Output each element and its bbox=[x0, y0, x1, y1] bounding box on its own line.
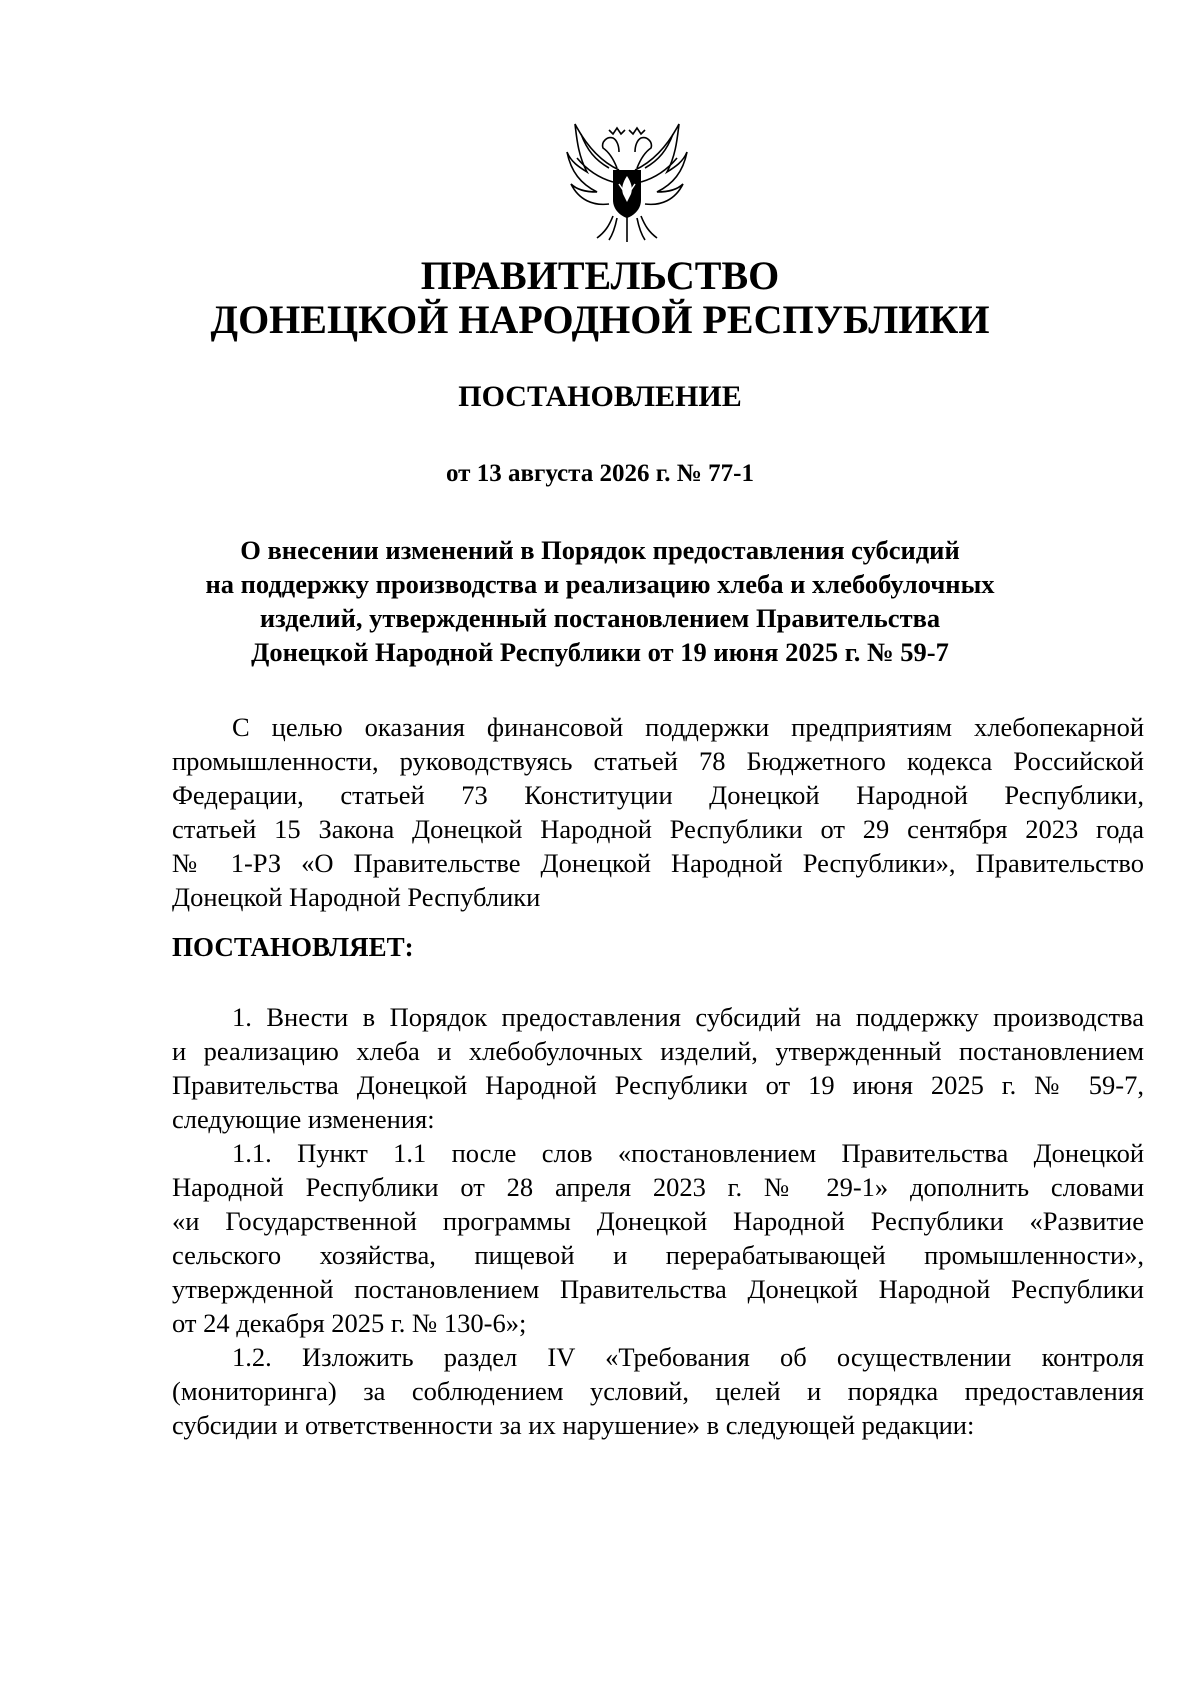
document-subject bbox=[0, 533, 1200, 669]
text-line: Федерации, статьей 73 Конституции Донецкой Народной Республики, bbox=[172, 780, 1144, 810]
subject-line: Донецкой Народной Республики от 19 июня 2025 г. № 59-7 bbox=[251, 637, 949, 667]
text-line: Правительства Донецкой Народной Республики от 19 июня 2025 г. № 59-7, bbox=[172, 1070, 1144, 1100]
text-line: 1.2. Изложить раздел IV «Требования об осуществлении контроля bbox=[232, 1342, 1144, 1372]
preamble-paragraph bbox=[172, 710, 1144, 914]
text-line: сельского хозяйства, пищевой и перерабатывающей промышленности», bbox=[172, 1240, 1144, 1270]
text-line: промышленности, руководствуясь статьей 78 Бюджетного кодекса Российской bbox=[172, 746, 1144, 776]
resolves-heading: ПОСТАНОВЛЯЕТ: bbox=[172, 932, 414, 962]
text-line: 1.1. Пункт 1.1 после слов «постановлением Правительства Донецкой bbox=[232, 1138, 1144, 1168]
text-line: и реализацию хлеба и хлебобулочных изделий, утвержденный постановлением bbox=[172, 1036, 1144, 1066]
text-line: № 1-РЗ «О Правительстве Донецкой Народной Республики», Правительство bbox=[172, 848, 1144, 878]
item-1-1-paragraph bbox=[172, 1136, 1144, 1340]
text-line: 1. Внести в Порядок предоставления субсидий на поддержку производства bbox=[232, 1002, 1144, 1032]
text-line: (мониторинга) за соблюдением условий, целей и порядка предоставления bbox=[172, 1376, 1144, 1406]
text-line: субсидии и ответственности за их нарушение» в следующей редакции: bbox=[172, 1410, 975, 1440]
text-line: от 24 декабря 2025 г. № 130-6»; bbox=[172, 1308, 527, 1338]
text-line: Народной Республики от 28 апреля 2023 г. № 29-1» дополнить словами bbox=[172, 1172, 1144, 1202]
item-1-paragraph bbox=[172, 1000, 1144, 1136]
document-type: ПОСТАНОВЛЕНИЕ bbox=[458, 380, 742, 413]
subject-line: изделий, утвержденный постановлением Правительства bbox=[259, 603, 941, 633]
document-date-number: от 13 августа 2026 г. № 77-1 bbox=[446, 460, 754, 487]
item-1-2-paragraph bbox=[172, 1340, 1144, 1442]
text-line: статьей 15 Закона Донецкой Народной Республики от 29 сентября 2023 года bbox=[172, 814, 1144, 844]
text-line: «и Государственной программы Донецкой Народной Республики «Развитие bbox=[172, 1206, 1144, 1236]
coat-of-arms-emblem bbox=[557, 112, 697, 252]
subject-line: на поддержку производства и реализацию хлеба и хлебобулочных bbox=[205, 569, 995, 599]
text-line: С целью оказания финансовой поддержки предприятиям хлебопекарной bbox=[232, 712, 1144, 742]
org-name-line1: ПРАВИТЕЛЬСТВО bbox=[420, 253, 780, 298]
subject-line: О внесении изменений в Порядок предоставления субсидий bbox=[240, 535, 960, 565]
text-line: Донецкой Народной Республики bbox=[172, 882, 541, 912]
text-line: утвержденной постановлением Правительства Донецкой Народной Республики bbox=[172, 1274, 1144, 1304]
text-line: следующие изменения: bbox=[172, 1104, 435, 1134]
org-name-line2: ДОНЕЦКОЙ НАРОДНОЙ РЕСПУБЛИКИ bbox=[210, 297, 990, 342]
